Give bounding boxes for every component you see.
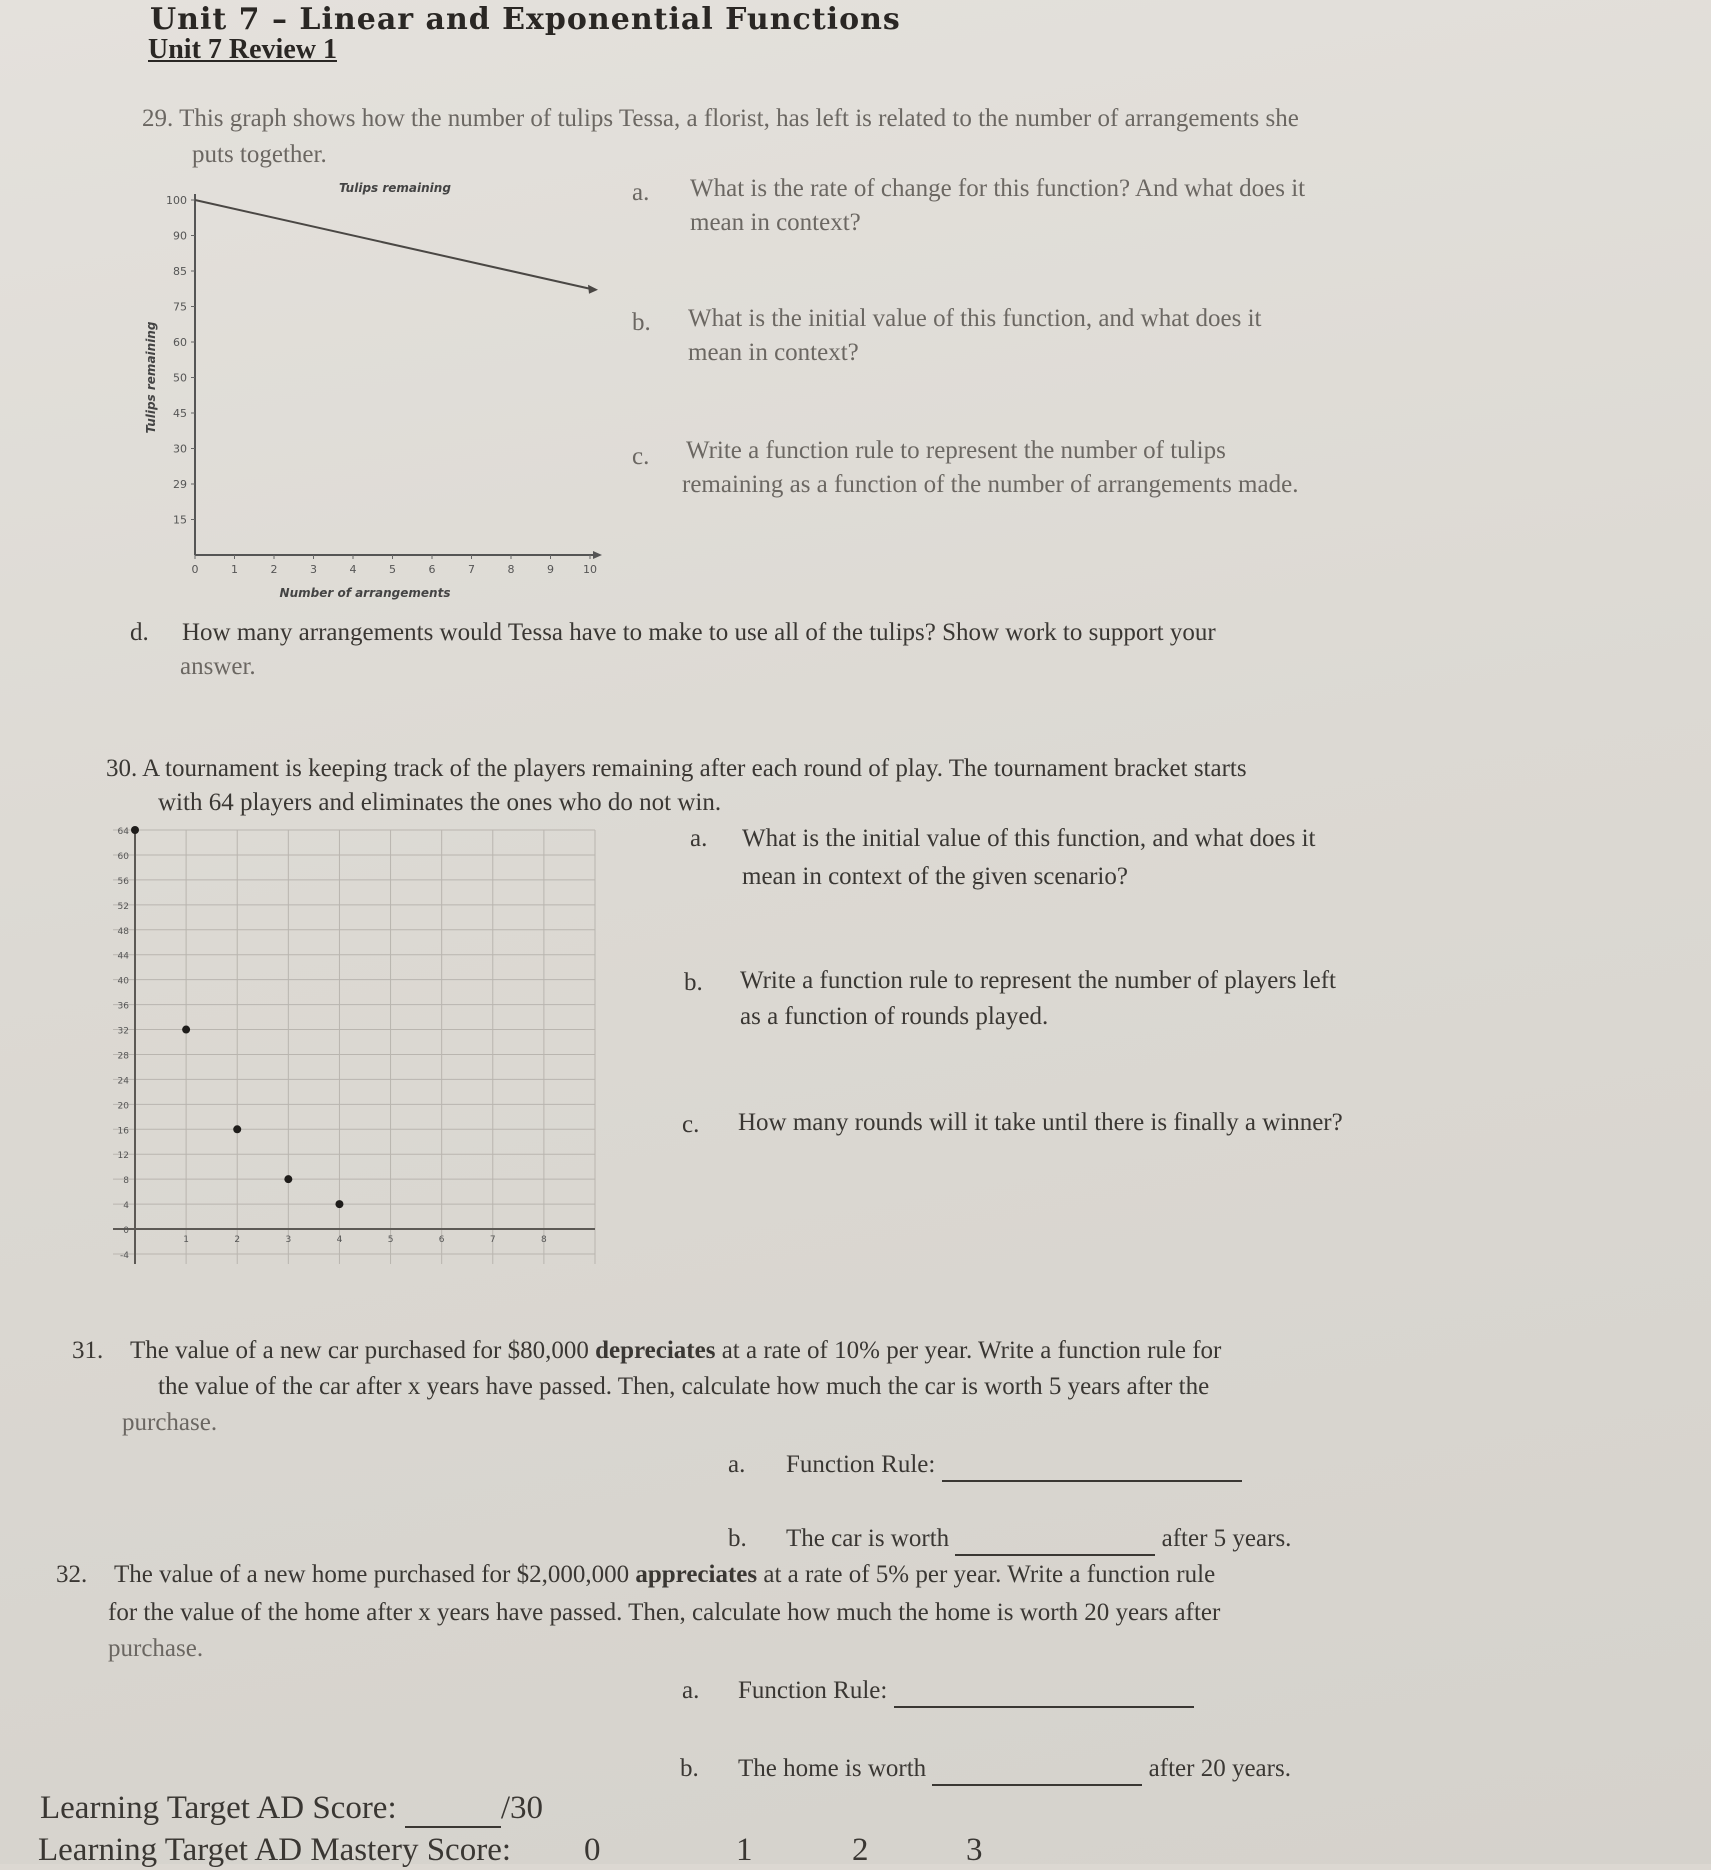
q29-prompt [142,102,1299,136]
chart1-x-tick-label: 3 [310,563,317,576]
q29-number: 29. [142,105,174,132]
q31-car-worth-blank[interactable] [955,1530,1155,1556]
chart2-y-tick-label: 44 [117,951,129,962]
q31a-label: a. [728,1451,746,1478]
chart2-y-tick-label: 52 [117,901,129,912]
players-chart [95,822,605,1292]
chart1-x-tick-label: 10 [583,563,597,576]
q32a-label: a. [682,1677,700,1704]
chart2-y-tick-label: 0 [123,1226,129,1237]
q32-line3: purchase. [108,1635,204,1662]
chart2-x-tick-label: 7 [489,1235,496,1246]
unit-title: Unit 7 – Linear and Exponential Functions [150,2,901,37]
chart2-x-tick-label: 8 [541,1235,547,1246]
chart1-x-tick-label: 9 [547,563,554,576]
q31a-text: Function Rule: [786,1451,936,1478]
q29b-label: b. [632,309,651,336]
chart2-y-tick-label: 32 [117,1026,129,1037]
q32-number: 32. [56,1561,88,1588]
q30c-line1: How many rounds will it take until there is finally a winner? [738,1109,1343,1136]
chart1-x-label: Number of arrangements [279,586,451,600]
q32b-pre: The home is worth [738,1755,927,1782]
chart1-y-tick-label: 45 [173,407,187,420]
q31-line1-post: at a rate of 10% per year. Write a function rule for [715,1337,1222,1364]
q32-line1-pre: The value of a new home purchased for $2,000,000 [114,1561,636,1588]
q29b-line2: mean in context? [688,339,859,366]
chart1-y-tick-label: 75 [173,300,187,314]
mastery-option-0[interactable]: 0 [584,1832,601,1868]
q30a-line2: mean in context of the given scenario? [742,863,1128,890]
chart2-x-tick-label: 1 [183,1235,189,1246]
q30a-label: a. [690,825,708,852]
chart1-y-tick-label: 85 [173,265,187,278]
mastery-option-3[interactable]: 3 [966,1832,983,1868]
q29c-label: c. [632,443,650,470]
q32b-row [738,1752,1291,1786]
chart1-series-line [195,200,590,289]
chart1-x-arrow [593,551,602,559]
chart1-series-arrow [588,285,598,294]
q31b-row [786,1522,1291,1556]
q29d-line1: How many arrangements would Tessa have to make to use all of the tulips? Show work to support your [182,619,1216,646]
chart1-y-tick-label: 100 [166,194,187,207]
chart2-y-tick-label: 64 [117,827,129,837]
chart1-y-tick-label: 50 [173,371,187,385]
players-chart-svg [95,822,605,1292]
q32b-post: after 20 years. [1148,1755,1291,1782]
mastery-row [38,1830,511,1870]
q30-number: 30. [106,755,138,782]
q29c-line2: remaining as a function of the number of arrangements made. [682,471,1299,498]
q32-line1-post: at a rate of 5% per year. Write a function rule [757,1561,1216,1588]
chart2-x-tick-label: 5 [387,1235,394,1246]
q29b-line1: What is the initial value of this function, and what does it [688,305,1262,332]
chart1-y-label: Tulips remaining [144,321,158,434]
chart1-x-tick-label: 2 [270,563,278,576]
chart2-y-tick-label: 16 [117,1126,129,1137]
chart2-data-point [335,1200,343,1208]
q31-depreciates: depreciates [595,1337,716,1364]
q30c-label: c. [682,1111,700,1138]
chart2-data-point [182,1026,190,1034]
tulips-chart-svg [135,170,605,610]
chart2-y-tick-label: 12 [117,1151,129,1162]
q32-appreciates: appreciates [635,1561,758,1588]
chart2-x-tick-label: 3 [285,1235,292,1246]
chart1-y-tick-label: 15 [173,513,187,527]
chart2-y-tick-label: 4 [123,1201,129,1212]
chart1-x-tick-label: 1 [231,563,238,576]
q31b-pre: The car is worth [786,1525,950,1552]
q29d-label: d. [130,619,149,646]
chart2-x-tick-label: 6 [438,1235,445,1246]
chart1-y-tick-label: 60 [173,336,187,349]
q29a-label: a. [632,179,650,206]
review-title: Unit 7 Review 1 [148,34,337,65]
q32b-label: b. [680,1755,699,1782]
score-label: Learning Target AD Score: [40,1790,397,1826]
chart2-y-tick-label: 24 [117,1076,129,1087]
q31-line1-pre: The value of a new car purchased for $80,000 [130,1337,596,1364]
q32a-row [738,1674,1194,1708]
chart2-y-tick-label: 8 [123,1176,129,1187]
q31-number: 31. [72,1337,104,1364]
q30b-label: b. [684,969,703,996]
chart1-x-tick-label: 8 [507,563,515,576]
q30-prompt-line2: with 64 players and eliminates the ones who do not win. [158,789,722,816]
chart2-x-tick-label: 2 [234,1235,241,1246]
score-row [40,1788,543,1828]
chart1-x-tick-label: 0 [191,563,199,576]
chart2-y-tick-label: 40 [117,976,129,987]
q32-line2: for the value of the home after x years have passed. Then, calculate how much the home is worth 20 years after [108,1599,1221,1626]
chart2-y-tick-label: 28 [117,1051,129,1062]
q29-prompt-line2: puts together. [192,141,327,168]
q32-function-rule-blank[interactable] [894,1682,1194,1708]
mastery-option-1[interactable]: 1 [736,1832,753,1868]
q29a-line2: mean in context? [690,209,861,236]
q30b-line1: Write a function rule to represent the number of players left [740,967,1336,994]
q31-function-rule-blank[interactable] [942,1456,1242,1482]
chart1-y-tick-label: 90 [173,229,187,243]
chart1-x-tick-label: 6 [428,563,436,576]
chart2-y-tick-label: 20 [117,1101,129,1112]
mastery-option-2[interactable]: 2 [852,1832,869,1868]
chart2-y-tick-label: 48 [117,926,129,937]
chart2-data-point [233,1125,241,1133]
q29-prompt-line1: This graph shows how the number of tulips Tessa, a florist, has left is related to the number of arrangements she [179,105,1299,132]
q29a-line1: What is the rate of change for this function? And what does it [690,175,1306,202]
q31-line1 [130,1334,1221,1368]
score-blank[interactable] [405,1796,501,1828]
q31-line3: purchase. [122,1409,218,1436]
q30b-line2: as a function of rounds played. [740,1003,1049,1030]
score-total: /30 [500,1790,544,1826]
q31b-post: after 5 years. [1161,1525,1292,1552]
q31b-label: b. [728,1525,747,1552]
chart1-x-tick-label: 4 [349,563,357,576]
chart2-x-tick-label: 4 [336,1235,343,1246]
q31-line2: the value of the car after x years have passed. Then, calculate how much the car is worth 5 years after the [158,1373,1210,1400]
chart1-y-tick-label: 30 [173,442,187,456]
chart2-y-tick-label: -4 [120,1251,129,1261]
chart1-y-tick-label: 29 [173,478,187,491]
q32-line1 [114,1558,1215,1592]
tulips-chart [135,170,605,610]
q32-home-worth-blank[interactable] [932,1760,1142,1786]
chart2-y-tick-label: 56 [117,876,129,887]
chart2-data-point [131,826,139,834]
q30-prompt-line1: A tournament is keeping track of the players remaining after each round of play. The tournament bracket starts [142,755,1247,782]
mastery-label: Learning Target AD Mastery Score: [38,1832,512,1868]
chart2-y-tick-label: 36 [117,1001,129,1012]
chart1-title: Tulips remaining [339,181,451,195]
q30-prompt [106,752,1247,786]
q30a-line1: What is the initial value of this function, and what does it [742,825,1316,852]
chart1-x-tick-label: 7 [468,563,475,576]
q31a-row [786,1448,1242,1482]
chart2-y-tick-label: 60 [117,851,129,862]
q32a-text: Function Rule: [738,1677,888,1704]
chart1-x-tick-label: 5 [389,563,396,576]
q29d-line2: answer. [180,653,256,680]
q29c-line1: Write a function rule to represent the number of tulips [686,437,1226,464]
chart2-data-point [284,1175,292,1183]
